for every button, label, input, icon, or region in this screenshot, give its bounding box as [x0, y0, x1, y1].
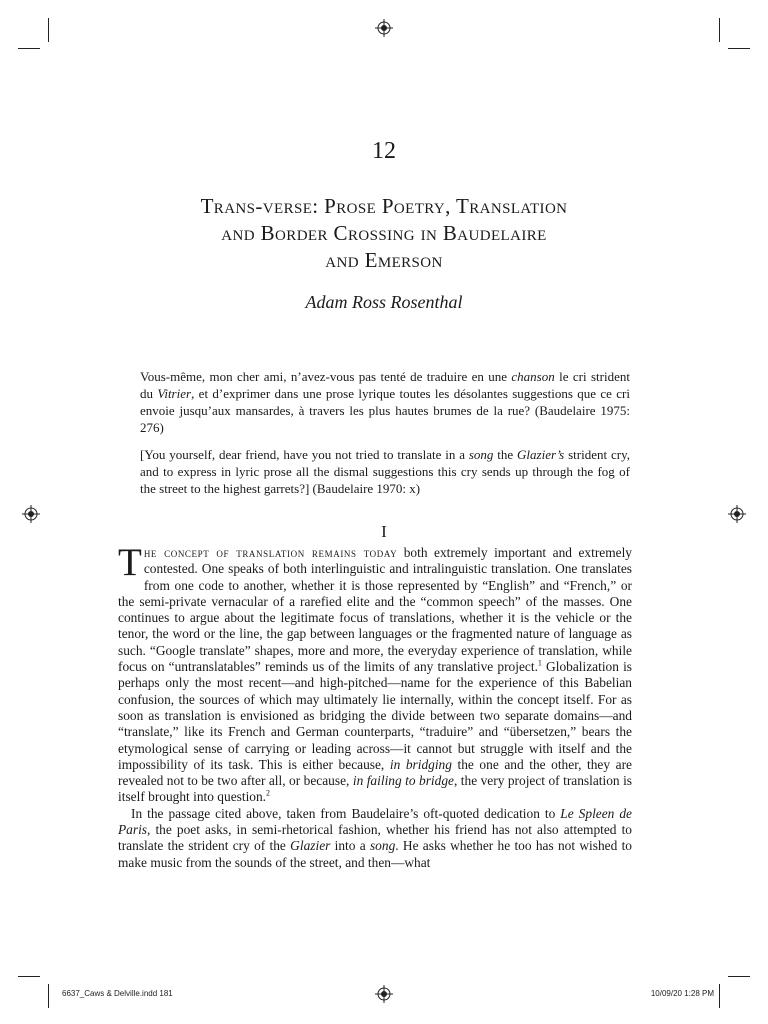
- crop-mark-bottom-left-horizontal: [18, 976, 40, 977]
- body-italic: Glazier: [290, 838, 331, 854]
- epigraph-paragraph: [140, 446, 630, 497]
- epigraph-text: le cri strident du: [140, 369, 630, 401]
- body-text-run: In the passage cited above, taken from Baudelaire’s oft-quoted dedication to: [131, 805, 561, 821]
- epigraph-italic: Glazier’s: [517, 447, 565, 462]
- body-italic: song: [369, 838, 396, 854]
- body-italic: Le Spleen de Paris: [118, 805, 632, 838]
- crop-mark-bottom-right-vertical: [719, 984, 720, 1008]
- registration-mark-icon: [375, 985, 393, 1003]
- crop-mark-top-right-horizontal: [728, 48, 750, 49]
- registration-mark-icon: [728, 505, 746, 523]
- crop-mark-top-right-vertical: [719, 18, 720, 42]
- footnote-ref[interactable]: 2: [266, 788, 271, 798]
- author-name: Adam Ross Rosenthal: [305, 292, 463, 312]
- section-numeral: I: [381, 522, 387, 541]
- chapter-title-line: and Border Crossing in Baudelaire: [221, 221, 547, 245]
- slug-filename: 6637_Caws & Delville.indd 181: [62, 989, 173, 998]
- drop-cap: T: [118, 541, 142, 584]
- crop-mark-bottom-left-vertical: [48, 984, 49, 1008]
- chapter-title-line: Trans-verse: Prose Poetry, Translation: [200, 194, 568, 218]
- body-text-run: , the very project of translation is itself brought into question.: [118, 773, 633, 805]
- body-text-run: Globalization is perhaps only the most recent—and high-pitched—name for the experience of this Babelian confusion, the sources of which may ultimately lie internally, within the concept itself. For as soon as translation is envisioned as bridging the divide between two separate domains—and “translate,” like its French and German counterparts, “traduire” and “übersetzen,” bears the etymological sense of carrying or leading across—it cannot but struggle with itself and the impossibility of its task. This is either because,: [118, 659, 633, 772]
- epigraph-text: Vous-même, mon cher ami, n’avez-vous pas tenté de traduire en une: [140, 369, 512, 384]
- crop-mark-bottom-right-horizontal: [728, 976, 750, 977]
- epigraph-english: [140, 446, 630, 497]
- epigraph-paragraph: [140, 368, 630, 436]
- crop-mark-top-left-vertical: [48, 18, 49, 42]
- body-italic: in failing to bridge: [352, 773, 454, 789]
- epigraph-text: the: [493, 447, 518, 462]
- body-text-run: into a: [330, 838, 370, 854]
- body-text-run: both extremely important and extremely contested. One speaks of both interlinguistic and intralinguistic translation. One translates from one code to another, whether it is those represented by “English” and “French,” or the semi-private vernacular of a rarefied elite and the “common speech” of the masses. One continues to argue about the legitimate focus of translations, whether it is the vehicle or the tenor, the word or the line, the gap between languages or the fragmented nature of language as such. “Google translate” shapes, more and more, the everyday experience of translation, while focus on “untranslatables” reminds us of the limits of any translative project.: [118, 545, 632, 675]
- epigraph-text: strident cry, and to express in lyric prose all the dismal suggestions this cry sends up through the fog of the street to the highest garrets?] (Baudelaire 1970: x): [140, 447, 630, 496]
- slug-timestamp: 10/09/20 1:28 PM: [650, 989, 714, 998]
- footnote-ref[interactable]: 1: [537, 658, 542, 668]
- epigraph-italic: Vitrier: [157, 386, 192, 401]
- epigraph-italic: song: [468, 447, 494, 462]
- chapter-title-line: and Emerson: [325, 248, 443, 272]
- registration-mark-icon: [375, 19, 393, 37]
- crop-mark-top-left-horizontal: [18, 48, 40, 49]
- lead-in-small-caps: he concept of translation remains today: [143, 545, 398, 560]
- registration-mark-icon: [22, 505, 40, 523]
- epigraph-text: , et d’exprimer dans une prose lyrique toutes les désolantes suggestions que ce cri envoie jusqu’aux mansardes, à travers les plus hautes brumes de la rue? (Baudelaire 1975: 276): [140, 386, 630, 435]
- body-paragraph: [118, 541, 633, 806]
- body-text-run: . He asks whether he too has not wished to make music from the sounds of the street, and then—what: [118, 838, 632, 870]
- epigraph-italic: chanson: [511, 369, 555, 384]
- chapter-title: [120, 193, 648, 274]
- body-italic: in bridging: [389, 756, 452, 772]
- chapter-number: 12: [372, 138, 396, 164]
- body-text-run: , the poet asks, in semi-rhetorical fashion, whether his friend has not also attempted to translate the strident cry of the: [118, 822, 632, 854]
- body-paragraph: [118, 806, 632, 871]
- body-text: [118, 541, 633, 871]
- epigraph-text: [You yourself, dear friend, have you not tried to translate in a: [140, 447, 469, 462]
- body-text-run: the one and the other, they are revealed not to be two after all, or because,: [118, 756, 632, 789]
- epigraph-french: [140, 368, 630, 436]
